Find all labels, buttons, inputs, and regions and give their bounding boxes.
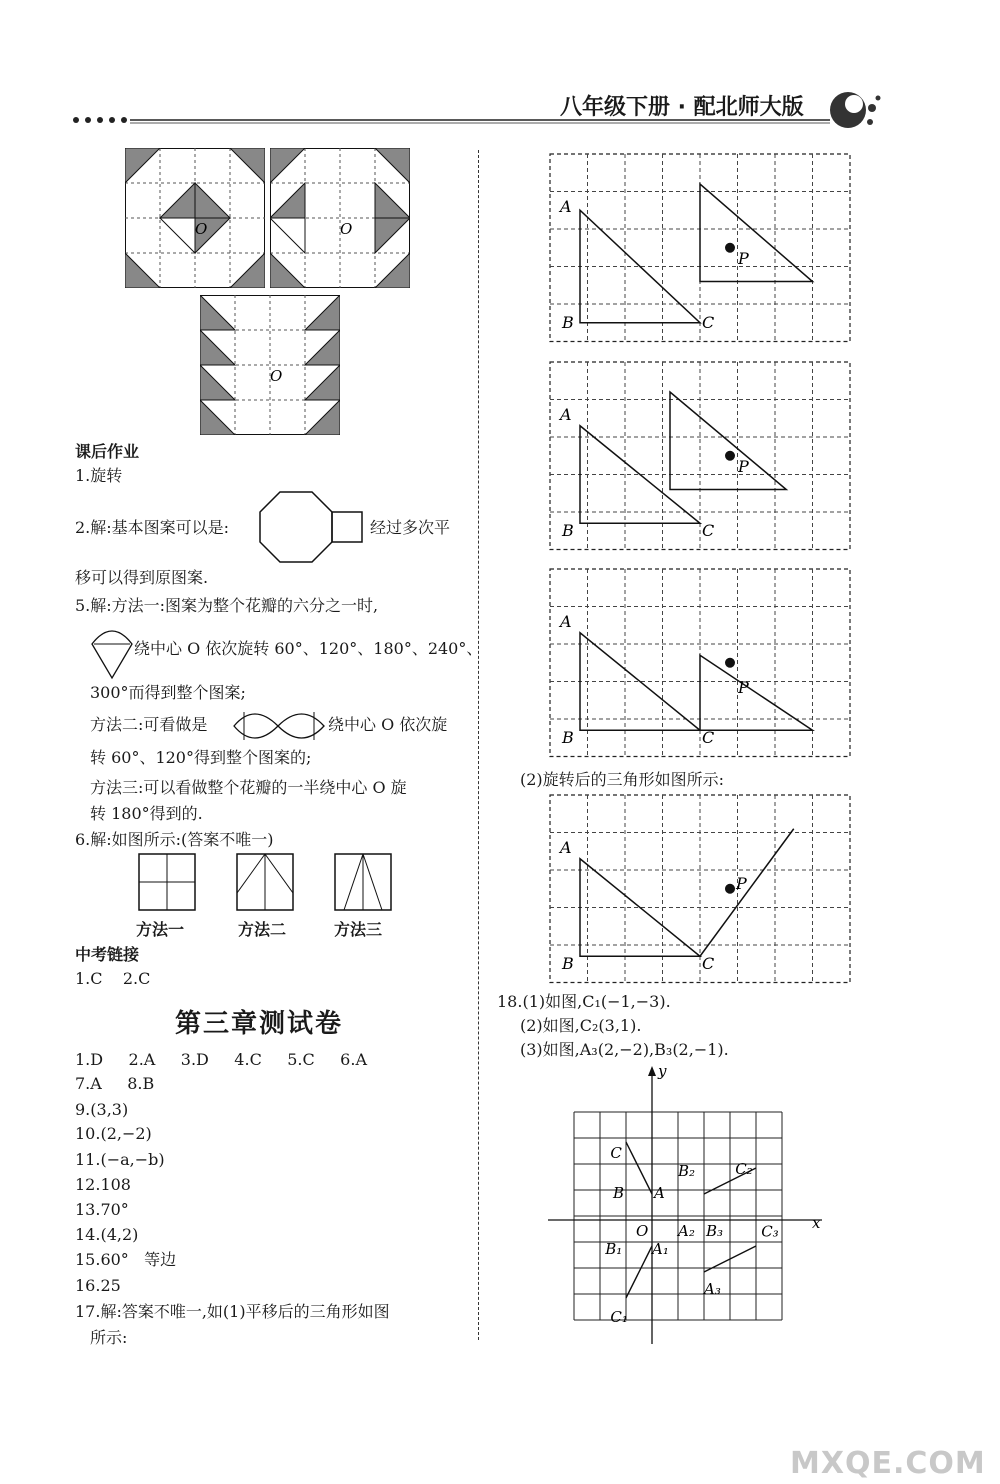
answer-line: 7.A 8.B [75, 1074, 155, 1093]
answer-line: 15.60° 等边 [75, 1250, 177, 1269]
q2-line1-b: 经过多次平 [370, 518, 451, 537]
point-a-label: A [560, 612, 572, 631]
q5-line5: 转 60°、120°得到整个图案的; [90, 748, 312, 767]
q5-line6: 方法三:可以看做整个花瓣的一半绕中心 O 旋 [90, 778, 407, 797]
b2-label: B₂ [678, 1162, 696, 1180]
point-a-label: A [560, 838, 572, 857]
method-label-2: 方法二 [238, 920, 287, 939]
point-c-label: C [702, 728, 715, 747]
q2-line2: 移可以得到原图案. [75, 568, 209, 587]
q6-answer: 6.解:如图所示:(答案不唯一) [75, 830, 274, 849]
point-c-label: C [702, 313, 715, 332]
q18-line3: (3)如图,A₃(2,−2),B₃(2,−1). [520, 1040, 729, 1059]
homework-title: 课后作业 [75, 442, 140, 461]
a1-label: A₁ [652, 1240, 669, 1258]
method-figure-1 [138, 853, 198, 913]
answer-line: 16.25 [75, 1276, 121, 1295]
pattern-figure-2 [270, 148, 410, 288]
answer-line: 9.(3,3) [75, 1100, 129, 1119]
answer-line: 1.D 2.A 3.D 4.C 5.C 6.A [75, 1050, 367, 1069]
c2-label: C₂ [735, 1160, 753, 1178]
b-label: B [613, 1184, 625, 1202]
answer-line: 12.108 [75, 1175, 131, 1194]
q5-line1: 5.解:方法一:图案为整个花瓣的六分之一时, [75, 596, 379, 615]
point-b-label: B [562, 521, 574, 540]
answer-line: 所示: [90, 1328, 128, 1347]
exam-link-answers: 1.C 2.C [75, 969, 151, 988]
c1-label: C₁ [610, 1308, 628, 1326]
point-c-label: C [702, 954, 715, 973]
origin-label: O [636, 1222, 649, 1240]
a-label: A [654, 1184, 665, 1202]
y-axis-label: y [658, 1062, 667, 1080]
header-logo-icon [826, 88, 886, 136]
watermark: MXQE.COM [790, 1446, 986, 1481]
page-header-title: 八年级下册 · 配北师大版 [560, 95, 804, 120]
q5-line7: 转 180°得到的. [90, 804, 203, 823]
point-a-label: A [560, 197, 572, 216]
q5-line2: 绕中心 O 依次旋转 60°、120°、180°、240°、 [134, 639, 483, 658]
b1-label: B₁ [605, 1240, 623, 1258]
point-p-label: P [736, 874, 747, 893]
point-c-label: C [702, 521, 715, 540]
petal-pair-icon [232, 704, 326, 748]
point-a-label: A [560, 405, 572, 424]
q5-line4-b: 绕中心 O 依次旋 [328, 715, 448, 734]
method-figure-2 [236, 853, 296, 913]
q18-line1: 18.(1)如图,C₁(−1,−3). [497, 992, 671, 1011]
answer-line: 17.解:答案不唯一,如(1)平移后的三角形如图 [75, 1302, 390, 1321]
grid-figure-1 [548, 152, 853, 347]
point-b-label: B [562, 728, 574, 747]
center-label: O [195, 220, 208, 238]
octagon-square-icon [258, 490, 368, 564]
answer-line: 14.(4,2) [75, 1225, 139, 1244]
column-divider [478, 150, 480, 1340]
point-p-label: P [738, 678, 749, 697]
svg-text:O: O [340, 220, 353, 238]
q1-answer: 1.旋转 [75, 466, 123, 485]
answer-line: 11.(−a,−b) [75, 1150, 165, 1169]
grid-figure-3 [548, 567, 853, 762]
point-p-label: P [738, 249, 749, 268]
pattern-figure-3 [200, 295, 340, 435]
q5-line3: 300°而得到整个图案; [90, 683, 246, 702]
a2-label: A₂ [678, 1222, 695, 1240]
method-label-1: 方法一 [136, 920, 185, 939]
q2-line1-a: 2.解:基本图案可以是: [75, 518, 230, 537]
chapter-title: 第三章测试卷 [175, 1009, 344, 1039]
petal-sixth-icon [90, 622, 134, 680]
q18-line2: (2)如图,C₂(3,1). [520, 1016, 642, 1035]
rotated-caption: (2)旋转后的三角形如图所示: [520, 770, 725, 789]
a3-label: A₃ [704, 1280, 721, 1298]
point-b-label: B [562, 954, 574, 973]
point-b-label: B [562, 313, 574, 332]
exam-link-title: 中考链接 [75, 945, 140, 964]
answer-line: 10.(2,−2) [75, 1124, 152, 1143]
point-p-label: P [738, 457, 749, 476]
c-label: C [610, 1144, 622, 1162]
x-axis-label: x [812, 1214, 821, 1232]
q5-line4-a: 方法二:可看做是 [90, 715, 208, 734]
svg-text:O: O [270, 367, 283, 385]
grid-figure-4 [548, 793, 853, 988]
method-label-3: 方法三 [334, 920, 383, 939]
coordinate-plane-figure [540, 1060, 840, 1360]
answer-line: 13.70° [75, 1200, 129, 1219]
method-figure-3 [334, 853, 394, 913]
b3-label: B₃ [706, 1222, 724, 1240]
grid-figure-2 [548, 360, 853, 555]
c3-label: C₃ [761, 1222, 779, 1241]
pattern-figure-1 [125, 148, 265, 288]
